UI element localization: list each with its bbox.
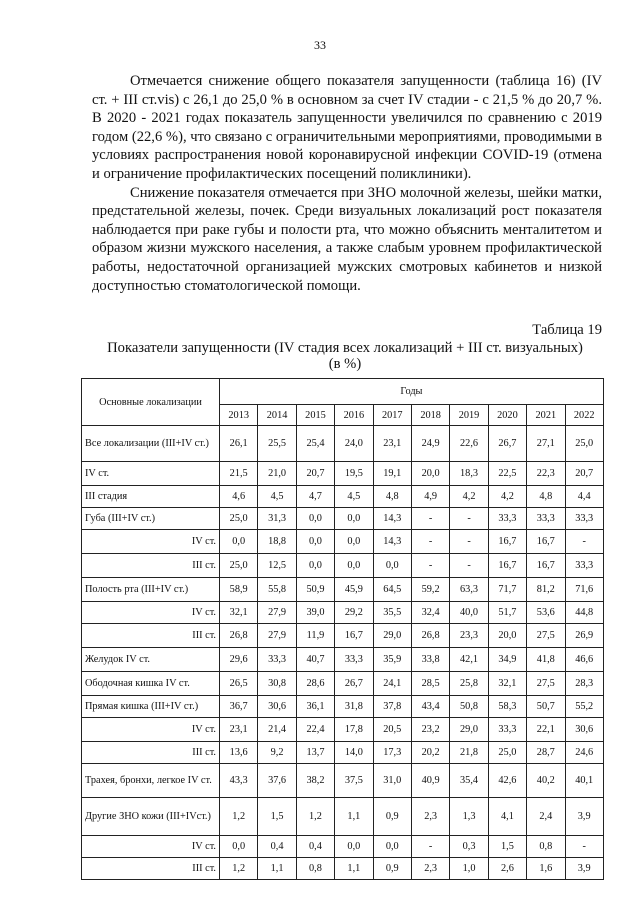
value-cell: 22,3	[527, 462, 565, 486]
table-title	[80, 340, 610, 372]
value-cell: 14,3	[373, 530, 411, 554]
table-row	[82, 602, 604, 624]
value-cell: 71,7	[488, 578, 526, 602]
value-cell: 71,6	[565, 578, 603, 602]
value-cell: 29,2	[335, 602, 373, 624]
value-cell: 22,1	[527, 718, 565, 742]
header-year-2022: 2022	[565, 405, 603, 426]
paragraph-2: Снижение показателя отмечается при ЗНО молочной железы, шейки матки, предстательной железы, почек. Среди визуальных локализаций рост показателя наблюдается при раке губы и полости рта, что можно объяснить менталитетом и образом жизни мужского населения, а также слабым уровнем профилактической работы, недостаточной организацией мужских смотровых кабинетов и низкой доступностью стоматологической помощи.	[92, 184, 602, 294]
value-cell: 20,7	[565, 462, 603, 486]
value-cell: 0,9	[373, 858, 411, 880]
body-text	[92, 72, 602, 295]
table-row	[82, 530, 604, 554]
value-cell: 20,7	[296, 462, 334, 486]
row-label: Другие ЗНО кожи (III+IVст.)	[82, 798, 220, 836]
value-cell: 29,0	[373, 624, 411, 648]
value-cell: 25,0	[220, 554, 258, 578]
value-cell: 4,5	[335, 486, 373, 508]
value-cell: 25,0	[488, 742, 526, 764]
value-cell: 42,1	[450, 648, 488, 672]
value-cell: 33,3	[258, 648, 296, 672]
row-label: IV ст.	[82, 530, 220, 554]
value-cell: 17,3	[373, 742, 411, 764]
value-cell: 14,0	[335, 742, 373, 764]
value-cell: 4,8	[527, 486, 565, 508]
value-cell: 23,2	[411, 718, 449, 742]
value-cell: 50,8	[450, 696, 488, 718]
value-cell: 59,2	[411, 578, 449, 602]
row-label: IV ст.	[82, 836, 220, 858]
value-cell: 40,2	[527, 764, 565, 798]
value-cell: -	[565, 530, 603, 554]
value-cell: 46,6	[565, 648, 603, 672]
value-cell: 26,9	[565, 624, 603, 648]
row-label: Губа (III+IV ст.)	[82, 508, 220, 530]
value-cell: 4,9	[411, 486, 449, 508]
value-cell: 55,8	[258, 578, 296, 602]
value-cell: 0,0	[335, 554, 373, 578]
header-year-2014: 2014	[258, 405, 296, 426]
value-cell: 22,4	[296, 718, 334, 742]
value-cell: 0,0	[335, 836, 373, 858]
value-cell: 33,3	[335, 648, 373, 672]
value-cell: 26,5	[220, 672, 258, 696]
row-label: III ст.	[82, 858, 220, 880]
value-cell: 40,7	[296, 648, 334, 672]
table-row	[82, 858, 604, 880]
value-cell: 11,9	[296, 624, 334, 648]
value-cell: 39,0	[296, 602, 334, 624]
value-cell: 35,5	[373, 602, 411, 624]
row-label: III ст.	[82, 742, 220, 764]
value-cell: 4,8	[373, 486, 411, 508]
value-cell: 2,3	[411, 858, 449, 880]
value-cell: 18,3	[450, 462, 488, 486]
value-cell: 27,5	[527, 624, 565, 648]
value-cell: -	[411, 508, 449, 530]
value-cell: 20,5	[373, 718, 411, 742]
value-cell: 24,9	[411, 426, 449, 462]
table-row	[82, 764, 604, 798]
value-cell: 27,1	[527, 426, 565, 462]
value-cell: 1,1	[335, 858, 373, 880]
value-cell: 0,0	[220, 530, 258, 554]
value-cell: 2,6	[488, 858, 526, 880]
value-cell: 21,5	[220, 462, 258, 486]
value-cell: 43,4	[411, 696, 449, 718]
value-cell: 2,4	[527, 798, 565, 836]
value-cell: 4,2	[450, 486, 488, 508]
value-cell: 0,4	[296, 836, 334, 858]
value-cell: 1,0	[450, 858, 488, 880]
row-label: III ст.	[82, 624, 220, 648]
header-year-2019: 2019	[450, 405, 488, 426]
value-cell: 1,1	[335, 798, 373, 836]
value-cell: 3,9	[565, 798, 603, 836]
header-year-2017: 2017	[373, 405, 411, 426]
value-cell: 1,3	[450, 798, 488, 836]
header-year-2013: 2013	[220, 405, 258, 426]
value-cell: 32,1	[220, 602, 258, 624]
header-main-locations: Основные локализации	[82, 379, 220, 426]
value-cell: 21,8	[450, 742, 488, 764]
value-cell: 14,3	[373, 508, 411, 530]
table-row	[82, 742, 604, 764]
value-cell: 28,6	[296, 672, 334, 696]
value-cell: 26,7	[488, 426, 526, 462]
value-cell: 50,9	[296, 578, 334, 602]
paragraph-1: Отмечается снижение общего показателя запущенности (таблица 16) (IV ст. + III ст.vis) с 26,1 до 25,0 % в основном за счет IV стадии - с 21,5 % до 20,7 %. В 2020 - 2021 годах показатель запущенности увеличился по сравнению с 2019 годом (22,6 %), что связано с ограничительными мероприятиями, проводимыми в условиях распространения новой коронавирусной инфекции COVID-19 (отмена и ограничение профилактических посещений поликлиники).	[92, 73, 602, 182]
value-cell: 41,8	[527, 648, 565, 672]
value-cell: 30,8	[258, 672, 296, 696]
value-cell: 35,4	[450, 764, 488, 798]
table-row	[82, 486, 604, 508]
value-cell: 19,1	[373, 462, 411, 486]
value-cell: 31,0	[373, 764, 411, 798]
value-cell: 3,9	[565, 858, 603, 880]
value-cell: -	[411, 836, 449, 858]
value-cell: 16,7	[335, 624, 373, 648]
header-years: Годы	[220, 379, 604, 405]
value-cell: 0,9	[373, 798, 411, 836]
value-cell: 25,8	[450, 672, 488, 696]
table-row	[82, 508, 604, 530]
value-cell: 33,3	[488, 508, 526, 530]
value-cell: 40,0	[450, 602, 488, 624]
value-cell: 23,1	[220, 718, 258, 742]
row-label: IV ст.	[82, 602, 220, 624]
value-cell: 2,3	[411, 798, 449, 836]
value-cell: 24,6	[565, 742, 603, 764]
value-cell: 12,5	[258, 554, 296, 578]
value-cell: 27,5	[527, 672, 565, 696]
value-cell: 30,6	[565, 718, 603, 742]
row-label: Ободочная кишка IV ст.	[82, 672, 220, 696]
row-label: Желудок IV ст.	[82, 648, 220, 672]
value-cell: 40,1	[565, 764, 603, 798]
value-cell: 58,3	[488, 696, 526, 718]
value-cell: 32,1	[488, 672, 526, 696]
value-cell: 33,3	[565, 508, 603, 530]
value-cell: -	[450, 554, 488, 578]
value-cell: 4,5	[258, 486, 296, 508]
row-label: IV ст.	[82, 462, 220, 486]
value-cell: 20,0	[488, 624, 526, 648]
value-cell: 64,5	[373, 578, 411, 602]
row-label: Все локализации (III+IV ст.)	[82, 426, 220, 462]
row-label: Прямая кишка (III+IV ст.)	[82, 696, 220, 718]
row-label: Трахея, бронхи, легкое IV ст.	[82, 764, 220, 798]
page-number: 33	[314, 38, 326, 52]
table-row	[82, 426, 604, 462]
value-cell: 17,8	[335, 718, 373, 742]
value-cell: -	[450, 508, 488, 530]
table-row	[82, 554, 604, 578]
value-cell: 0,8	[296, 858, 334, 880]
value-cell: 42,6	[488, 764, 526, 798]
value-cell: 25,4	[296, 426, 334, 462]
value-cell: -	[411, 530, 449, 554]
table-row	[82, 578, 604, 602]
table-row	[82, 836, 604, 858]
value-cell: 21,4	[258, 718, 296, 742]
value-cell: 28,7	[527, 742, 565, 764]
value-cell: 0,0	[373, 554, 411, 578]
value-cell: 25,0	[565, 426, 603, 462]
value-cell: 1,2	[296, 798, 334, 836]
value-cell: 43,3	[220, 764, 258, 798]
row-label: III стадия	[82, 486, 220, 508]
value-cell: 16,7	[488, 530, 526, 554]
value-cell: 16,7	[527, 554, 565, 578]
value-cell: 45,9	[335, 578, 373, 602]
value-cell: 22,5	[488, 462, 526, 486]
value-cell: 25,5	[258, 426, 296, 462]
table-title-text: Показатели запущенности (IV стадия всех локализаций + III ст. визуальных)	[107, 340, 583, 356]
header-year-2020: 2020	[488, 405, 526, 426]
value-cell: 1,1	[258, 858, 296, 880]
value-cell: 32,4	[411, 602, 449, 624]
value-cell: 1,5	[258, 798, 296, 836]
value-cell: 53,6	[527, 602, 565, 624]
table-row	[82, 718, 604, 742]
value-cell: 13,6	[220, 742, 258, 764]
value-cell: 34,9	[488, 648, 526, 672]
header-year-2021: 2021	[527, 405, 565, 426]
value-cell: 50,7	[527, 696, 565, 718]
value-cell: 37,6	[258, 764, 296, 798]
value-cell: 37,8	[373, 696, 411, 718]
value-cell: 20,0	[411, 462, 449, 486]
header-year-2016: 2016	[335, 405, 373, 426]
value-cell: 33,3	[488, 718, 526, 742]
table-number: Таблица 19	[532, 322, 602, 338]
value-cell: 16,7	[488, 554, 526, 578]
value-cell: 1,5	[488, 836, 526, 858]
value-cell: 0,0	[335, 530, 373, 554]
value-cell: 26,8	[220, 624, 258, 648]
value-cell: 0,0	[296, 508, 334, 530]
value-cell: 44,8	[565, 602, 603, 624]
value-cell: 30,6	[258, 696, 296, 718]
value-cell: 16,7	[527, 530, 565, 554]
value-cell: 36,1	[296, 696, 334, 718]
value-cell: 4,7	[296, 486, 334, 508]
row-label: III ст.	[82, 554, 220, 578]
value-cell: -	[565, 836, 603, 858]
value-cell: 26,8	[411, 624, 449, 648]
value-cell: 25,0	[220, 508, 258, 530]
value-cell: 81,2	[527, 578, 565, 602]
table-row	[82, 672, 604, 696]
value-cell: 18,8	[258, 530, 296, 554]
value-cell: 29,0	[450, 718, 488, 742]
value-cell: 20,2	[411, 742, 449, 764]
data-table	[81, 378, 604, 880]
value-cell: 58,9	[220, 578, 258, 602]
table-row	[82, 648, 604, 672]
row-label: Полость рта (III+IV ст.)	[82, 578, 220, 602]
value-cell: 27,9	[258, 624, 296, 648]
table-row	[82, 462, 604, 486]
value-cell: 26,1	[220, 426, 258, 462]
value-cell: 28,3	[565, 672, 603, 696]
value-cell: 35,9	[373, 648, 411, 672]
value-cell: 24,1	[373, 672, 411, 696]
value-cell: 0,4	[258, 836, 296, 858]
value-cell: 0,0	[335, 508, 373, 530]
value-cell: 63,3	[450, 578, 488, 602]
value-cell: -	[450, 530, 488, 554]
value-cell: 27,9	[258, 602, 296, 624]
value-cell: 0,0	[373, 836, 411, 858]
value-cell: 26,7	[335, 672, 373, 696]
value-cell: 4,6	[220, 486, 258, 508]
value-cell: 0,0	[296, 530, 334, 554]
value-cell: 1,6	[527, 858, 565, 880]
value-cell: 19,5	[335, 462, 373, 486]
value-cell: 38,2	[296, 764, 334, 798]
value-cell: 1,2	[220, 858, 258, 880]
value-cell: 4,1	[488, 798, 526, 836]
value-cell: 37,5	[335, 764, 373, 798]
value-cell: 36,7	[220, 696, 258, 718]
value-cell: 23,1	[373, 426, 411, 462]
value-cell: 22,6	[450, 426, 488, 462]
value-cell: 4,2	[488, 486, 526, 508]
value-cell: 9,2	[258, 742, 296, 764]
value-cell: 55,2	[565, 696, 603, 718]
value-cell: 1,2	[220, 798, 258, 836]
value-cell: 28,5	[411, 672, 449, 696]
value-cell: 0,0	[296, 554, 334, 578]
value-cell: 51,7	[488, 602, 526, 624]
value-cell: 33,3	[527, 508, 565, 530]
value-cell: 23,3	[450, 624, 488, 648]
header-year-2015: 2015	[296, 405, 334, 426]
table-unit: (в %)	[328, 356, 362, 372]
value-cell: 0,8	[527, 836, 565, 858]
table-row	[82, 798, 604, 836]
value-cell: 40,9	[411, 764, 449, 798]
table-row	[82, 624, 604, 648]
value-cell: 0,3	[450, 836, 488, 858]
value-cell: 31,8	[335, 696, 373, 718]
value-cell: 4,4	[565, 486, 603, 508]
value-cell: 0,0	[220, 836, 258, 858]
value-cell: 29,6	[220, 648, 258, 672]
value-cell: 33,8	[411, 648, 449, 672]
value-cell: 13,7	[296, 742, 334, 764]
table-row	[82, 696, 604, 718]
row-label: IV ст.	[82, 718, 220, 742]
value-cell: 21,0	[258, 462, 296, 486]
value-cell: 31,3	[258, 508, 296, 530]
value-cell: -	[411, 554, 449, 578]
value-cell: 33,3	[565, 554, 603, 578]
header-year-2018: 2018	[411, 405, 449, 426]
value-cell: 24,0	[335, 426, 373, 462]
